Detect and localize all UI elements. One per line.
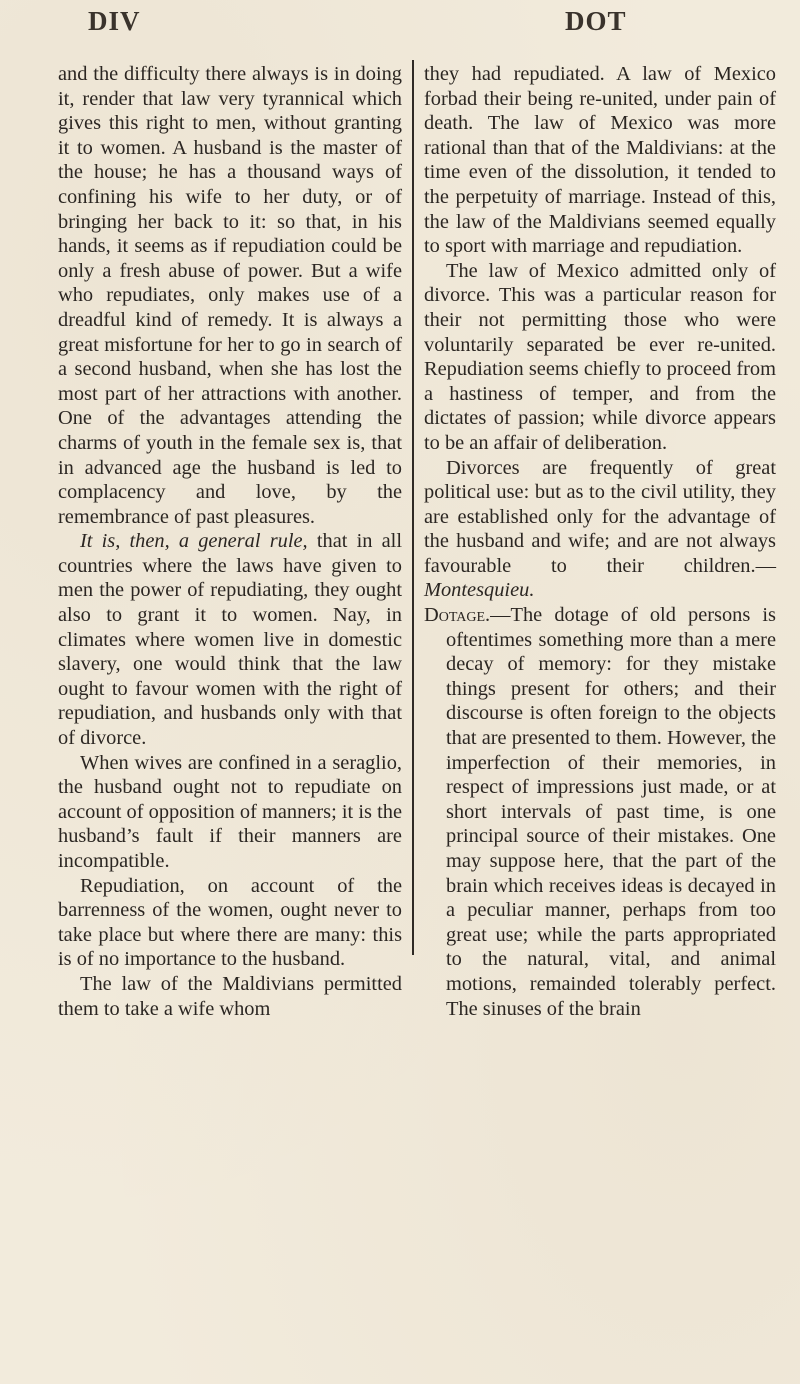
left-column <box>58 62 402 1021</box>
paragraph-text: Divorces are frequently of great political use: but as to the civil utility, they are established only for the advantage of the husband and wife; and are not always favourable to their children.— <box>424 456 776 577</box>
paragraph: they had repudiated. A law of Mexico forbad their being re-united, under pain of death. The law of Mexico was more rational than that of the Maldivians: at the time even of the dissolution, it tended to the perpetuity of marriage. Instead of this, the law of the Maldivians seemed equally to sport with marriage and repudiation. <box>424 63 776 258</box>
paragraph <box>58 529 402 750</box>
running-head-left: DIV <box>88 6 141 36</box>
source-attribution: Montesquieu. <box>424 579 535 602</box>
paragraph: Repudiation, on account of the barrenness of the women, ought never to take place but where there are many: this is of no importance to the husband. <box>58 874 402 971</box>
right-column <box>424 62 776 1021</box>
entry-text: —The dotage of old persons is oftentimes something more than a mere decay of memory: for they mistake things present for others; and their discourse is often foreign to the objects that are presented to them. However, the imperfection of their memories, in respect of impressions just made, or at short intervals of past time, is one principal source of their mistakes. One may suppose here, that the part of the brain which receives ideas is decayed in a peculiar manner, perhaps from too great use; while the parts appropriated to the natural, vital, and animal motions, remainded tolerably perfect. The sinuses of the brain <box>446 604 776 1020</box>
paragraph: and the difficulty there always is in doing it, render that law very tyrannical which gives this right to men, without granting it to women. A husband is the master of the house; he has a thousand ways of confining his wife to her duty, or of bringing her back to it: so that, in his hands, it seems as if repudiation could be only a fresh abuse of power. But a wife who repudiates, only makes use of a dreadful kind of remedy. It is always a great misfortune for her to go in search of a second husband, when she has lost the most part of her attractions with another. One of the advantages attending the charms of youth in the female sex is, that in advanced age the husband is led to complacency and love, by the remembrance of past pleasures. <box>58 63 402 528</box>
paragraph: The law of the Maldivians permitted them to take a wife whom <box>58 972 402 1020</box>
running-head-right: DOT <box>565 6 627 36</box>
dictionary-entry <box>424 603 776 1021</box>
italic-phrase: It is, then, a general rule, <box>80 530 308 553</box>
column-divider <box>412 60 414 955</box>
paragraph <box>424 456 776 604</box>
paragraph: When wives are confined in a seraglio, the husband ought not to repudiate on account of opposition of manners; it is the husband’s fault if their manners are incompatible. <box>58 751 402 872</box>
paragraph: The law of Mexico admitted only of divorce. This was a particular reason for their not permitting those who were voluntarily separated be ever re-united. Repudiation seems chiefly to proceed from a hastiness of temper, and from the dictates of passion; while divorce appears to be an affair of deliberation. <box>424 259 776 454</box>
entry-headword: Dotage. <box>424 604 491 627</box>
paragraph-text: that in all countries where the laws have given to men the power of repudiating, they ought also to grant it to women. Nay, in climates where women live in domestic slavery, one would think that the law ought to favour women with the right of repudiation, and husbands only with that of divorce. <box>58 530 402 750</box>
